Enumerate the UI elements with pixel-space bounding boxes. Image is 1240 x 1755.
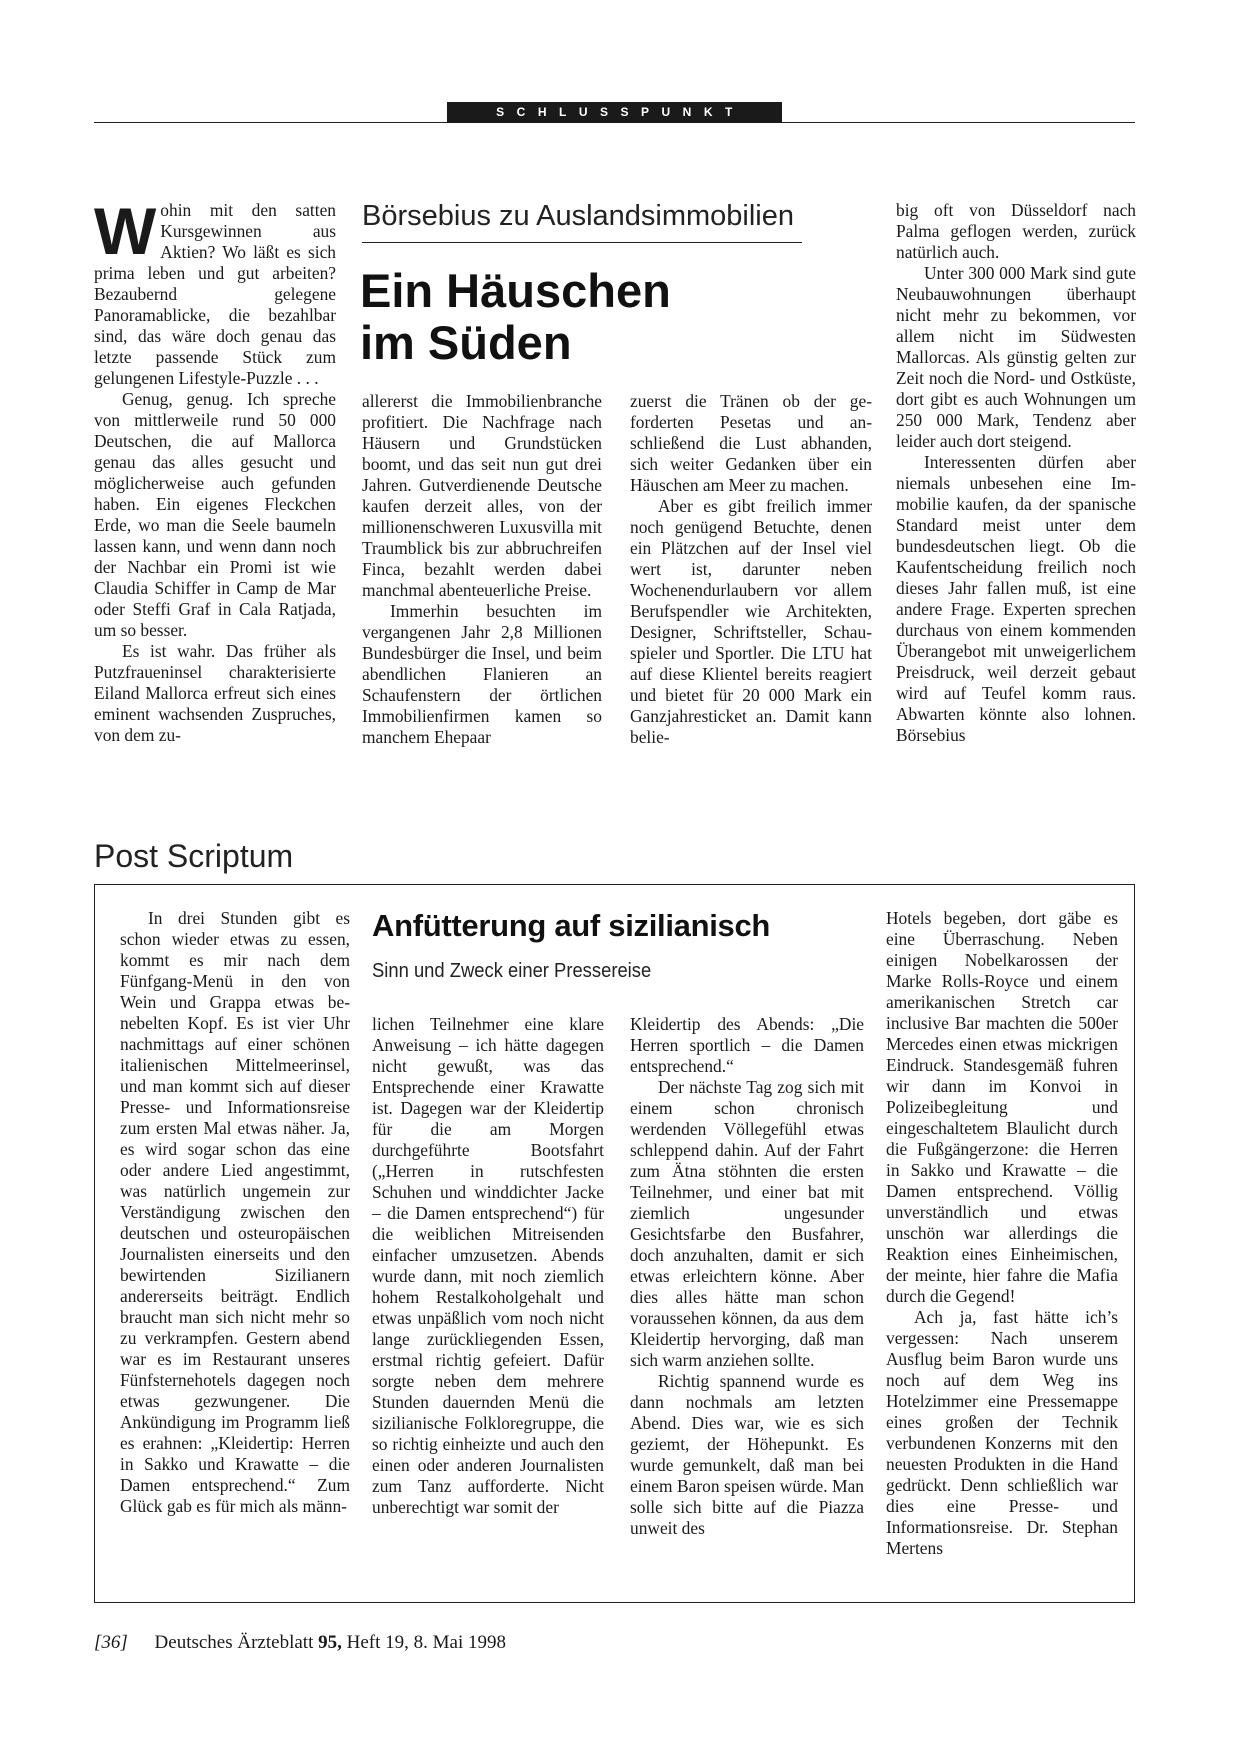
headline-line-1: Ein Häuschen [360, 264, 671, 317]
ps-col2 [372, 1014, 604, 1518]
article-headline [360, 265, 800, 369]
page-footer [94, 1632, 506, 1654]
postscriptum-subhead: Sinn und Zweck einer Pressereise [372, 960, 652, 982]
paragraph: In drei Stunden gibt es schon wieder etwas zu essen, kommt es mir nach dem Fünfgang-Menü in den von Wein und Grappa etwas benebelten Kopf. Es ist vier Uhr nachmittags auf einer schönen italienischen Mittelmeerinsel, und man kommt sich auf dieser Presse- und Informationsreise zum ersten Mal etwas näher. Ja, es wird sogar schon das eine oder andere Lied angestimmt, was natürlich ungemein zur Verständigung zwischen den deutschen und osteuropäischen Journalisten einerseits und den bewirtenden Sizilianern andererseits beiträgt. Endlich braucht man sich nicht mehr so zu verkrampfen. Gestern abend war es im Restaurant unseres Fünfsternehotels dagegen noch etwas gezwungener. Die Ankündigung im Programm ließ es erahnen: „Kleidertip: Herren in Sakko und Krawatte – die Damen entsprechend.“ Zum Glück gab es für mich als männ- [120, 908, 350, 1516]
journal-issue: Heft 19, 8. Mai 1998 [346, 1632, 506, 1653]
paragraph: Hotels begeben, dort gäbe es eine Überraschung. Neben einigen Nobelkarossen der Marke Rolls-Royce und einem amerikanischen Stretch car inclusive Bar machten die 500er Mercedes einen etwas mickrigen Eindruck. Standesgemäß fuhren wir dann im Konvoi in Polizeibegleitung und eingeschaltetem Blaulicht durch die Fußgängerzone: die Herren in Sakko und Krawatte – die Damen entsprechend. Völlig unverständlich und etwas unschön war allerdings die Reaktion eines Einheimischen, der meinte, hier fahre die Mafia durch die Gegend! [886, 908, 1118, 1306]
article1-col3 [630, 391, 872, 748]
journal-name: Deutsches Ärzteblatt [154, 1632, 314, 1653]
ps-col1 [120, 908, 350, 1517]
dropcap: W [94, 194, 157, 268]
kicker-rule [362, 242, 802, 243]
article-kicker: Börsebius zu Auslandsimmobilien [362, 200, 794, 232]
headline-line-2: im Süden [360, 316, 572, 369]
ps-col4 [886, 908, 1118, 1559]
paragraph: Richtig spannend wurde es dann nochmals am letzten Abend. Dies war, wie es sich geziemt, der Höhepunkt. Es wurde gemunkelt, daß man bei einem Baron speisen würde. Man solle sich bitte auf die Piazza unweit des [630, 1371, 864, 1538]
article1-col2 [362, 391, 602, 748]
paragraph: Der nächste Tag zog sich mit einem schon chronisch werdenden Völlegefühl etwas schleppend dahin. Auf der Fahrt zum Ätna stöhnten die ersten Teilnehmer, und einer bat mit ziemlich ungesunder Gesichtsfarbe den Busfahrer, doch anzuhalten, damit er sich etwas erleichtern könne. Aber dies alles hätte man schon voraussehen können, da aus dem Kleidertip hervorging, daß man sich warm anziehen sollte. [630, 1077, 864, 1370]
postscriptum-label: Post Scriptum [94, 838, 294, 874]
page-number: [36] [94, 1632, 128, 1653]
article1-col1 [94, 194, 336, 746]
section-tag: SCHLUSSPUNKT [447, 102, 782, 123]
journal-volume: 95, [318, 1632, 342, 1653]
paragraph: allererst die Immobilienbranche profitiert. Die Nachfrage nach Häusern und Grundstücken boomt, und das seit nun gut drei Jahren. Gutverdienende Deutsche kaufen derzeit alles, von der millionenschweren Luxusvilla mit Traumblick bis zur abbruchreifen Finca, bezahlt werden dabei manchmal abenteuerliche Preise. [362, 391, 602, 600]
paragraph: Unter 300 000 Mark sind gute Neubauwohnungen überhaupt nicht mehr zu bekommen, vor allem nicht im Südwesten Mallorcas. Als günstig gelten zur Zeit noch die Nord- und Ostküste, dort gibt es auch Wohnungen um 250 000 Mark, Tendenz aber leider auch dort steigend. [896, 263, 1136, 451]
paragraph: Interessenten dürfen aber niemals unbesehen eine Immobilie kaufen, da der spanische Standard meist unter dem bundesdeutschen liegt. Ob die Kaufentscheidung freilich noch dieses Jahr fallen muß, ist eine andere Frage. Experten sprechen durchaus von einem kommenden Überangebot mit unweigerlichem Preisdruck, weil derzeit gebaut wird auf Teufel komm raus. Abwarten könnte also lohnen. Börsebius [896, 452, 1136, 745]
paragraph: big oft von Düsseldorf nach Palma geflogen werden, zurück natürlich auch. [896, 200, 1136, 262]
paragraph: Kleidertip des Abends: „Die Herren sportlich – die Damen entsprechend.“ [630, 1014, 864, 1076]
paragraph: Es ist wahr. Das früher als Putzfraueninsel charakterisierte Eiland Mallorca erfreut sich eines eminent wachsenden Zuspruches, von dem zu- [94, 641, 336, 745]
paragraph: Aber es gibt freilich immer noch genügend Betuchte, denen ein Plätzchen auf der Insel viel wert ist, darunter neben Wochenendurlaubern vor allem Berufspendler wie Architekten, Designer, Schriftsteller, Schauspieler und Sportler. Die LTU hat auf diese Klientel bereits reagiert und bietet für 20 000 Mark ein Ganzjahresticket an. Damit kann belie- [630, 496, 872, 747]
paragraph: zuerst die Tränen ob der geforderten Pesetas und anschließend die Lust abhanden, sich weiter Gedanken über ein Häuschen am Meer zu machen. [630, 391, 872, 495]
paragraph: lichen Teilnehmer eine klare Anweisung – ich hätte dagegen nicht gewußt, was das Entsprechende einer Krawatte ist. Dagegen war der Kleidertip für die am Morgen durchgeführte Bootsfahrt („Herren in rutschfesten Schuhen und winddichter Jacke – die Damen entsprechend“) für die weiblichen Mitreisenden einfacher umzusetzen. Abends wurde dann, mit noch ziemlich hohem Restalkoholgehalt und etwas unpäßlich vom noch nicht lange zurückliegenden Essen, erstmal richtig gefeiert. Dafür sorgte neben dem mehrere Stunden dauernden Menü die sizilianische Folkloregruppe, die so richtig einheizte und auch den einen oder anderen Journalisten zum Tanz aufforderte. Nicht unberechtigt war somit der [372, 1014, 604, 1517]
paragraph: Genug, genug. Ich spreche von mittlerweile rund 50 000 Deutschen, die auf Mallorca genau das alles gesucht und möglicherweise auch gefunden haben. Ein eigenes Fleckchen Erde, wo man die Seele baumeln lassen kann, und wenn dann noch der Nachbar ein Promi ist wie Claudia Schiffer in Camp de Mar oder Steffi Graf in Cala Ratjada, um so besser. [94, 389, 336, 640]
paragraph: Immerhin besuchten im vergangenen Jahr 2,8 Millionen Bundesbürger die Insel, und beim abendlichen Flanieren an Schaufenstern der örtlichen Immobilienfirmen kamen so manchem Ehepaar [362, 601, 602, 747]
paragraph: Ach ja, fast hätte ich’s vergessen: Nach unserem Ausflug beim Baron wurde uns noch auf dem Weg ins Hotelzimmer eine Pressemappe eines großen der Technik verbundenen Konzerns mit den neuesten Produkten in die Hand gedrückt. Denn schließlich war dies eine Presse- und Informationsreise. Dr. Stephan Mertens [886, 1307, 1118, 1558]
article1-col4 [896, 200, 1136, 746]
postscriptum-headline: Anfütterung auf sizilianisch [372, 908, 771, 943]
paragraph: ohin mit den satten Kursgewinnen aus Aktien? Wo läßt es sich prima leben und gut arbeiten? Bezaubernd gelegene Panoramablicke, die bezahlbar sind, das wäre doch genau das letzte passende Stück zum gelungenen Lifestyle-Puzzle . . . [94, 200, 336, 388]
ps-col3 [630, 1014, 864, 1539]
